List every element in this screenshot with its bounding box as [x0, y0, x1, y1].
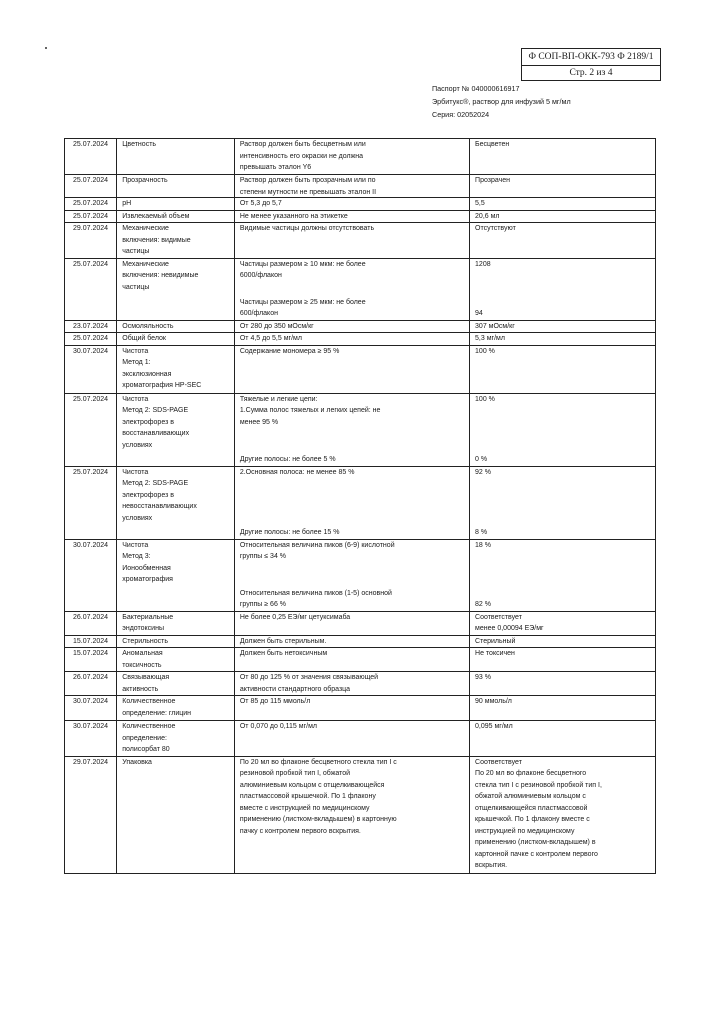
result-group	[475, 223, 652, 235]
result	[470, 635, 656, 648]
test-name-line: условиях	[122, 441, 153, 449]
result-line: Бесцветен	[475, 141, 510, 148]
requirement	[234, 539, 469, 611]
test-name	[117, 466, 235, 539]
requirement-group	[240, 139, 466, 174]
test-date: 25.07.2024	[65, 393, 117, 466]
requirement	[234, 648, 469, 672]
requirement-line: пластмассовой крышечкой. По 1 флакону	[239, 793, 376, 800]
table-row	[65, 672, 656, 696]
table-row	[65, 320, 656, 333]
result-line: Прозрачен	[475, 177, 511, 184]
result-line: крышечкой. По 1 флакону вместе с	[475, 816, 590, 823]
test-name-line: Чистота	[122, 468, 149, 476]
result-line: стекла тип I с резиновой пробкой тип I,	[475, 781, 602, 789]
test-name-line: Стерильность	[122, 637, 168, 645]
test-name-line: Извлекаемый объем	[122, 212, 190, 220]
requirement-line: Относительная величина пиков (1-5) основной	[239, 589, 392, 597]
test-name-line: Количественное	[122, 723, 176, 730]
result-line: 8 %	[475, 529, 488, 536]
result	[470, 648, 656, 672]
requirement-group	[240, 757, 466, 838]
test-name	[117, 611, 235, 635]
requirement-line: Должен быть стерильным.	[239, 637, 327, 645]
requirement-group	[240, 696, 466, 708]
test-name-line: Чистота	[122, 395, 149, 403]
result-line: 307 мОсм/кг	[475, 322, 515, 330]
result-line: 0 %	[475, 456, 488, 463]
requirement	[234, 756, 469, 873]
table-row	[65, 539, 656, 611]
table-row	[65, 721, 656, 757]
result-line: инструкцией по медицинскому	[475, 827, 575, 835]
requirement-group	[240, 636, 466, 648]
test-name	[117, 721, 235, 757]
requirement-line: От 80 до 125 % от значения связывающей	[239, 674, 379, 681]
requirement	[234, 258, 469, 320]
result-group	[475, 540, 652, 552]
table-row	[65, 175, 656, 198]
result-group	[475, 321, 652, 333]
test-name-line: определение:	[122, 734, 167, 742]
test-name-line: Бактериальные	[122, 613, 174, 621]
test-date: 26.07.2024	[65, 611, 117, 635]
requirement	[234, 466, 469, 539]
result-group	[475, 527, 652, 539]
requirement-line: 600/флакон	[239, 310, 278, 317]
result	[470, 672, 656, 696]
requirement-line: Частицы размером ≥ 25 мкм: не более	[239, 298, 366, 306]
result	[470, 756, 656, 873]
result-group	[475, 636, 652, 648]
requirement-line: менее 95 %	[239, 418, 279, 426]
result-line: 1208	[475, 260, 491, 268]
result-line: обжатой алюминиевым кольцом с	[475, 793, 586, 800]
requirement-line: применению (листком-вкладышем) в картонную	[239, 816, 397, 823]
requirement	[234, 223, 469, 259]
test-date: 29.07.2024	[65, 223, 117, 259]
test-name-line: pH	[122, 200, 132, 207]
table-row	[65, 139, 656, 175]
table-row	[65, 611, 656, 635]
test-name-line: невосстанавливающих	[122, 503, 197, 510]
result-line: 94	[475, 310, 483, 317]
requirement-line: вместе с инструкцией по медицинскому	[239, 804, 370, 812]
result-group	[475, 259, 652, 271]
test-name-line: электрофорез в	[122, 418, 174, 426]
test-name-line: Ионообменная	[122, 564, 171, 572]
requirement	[234, 611, 469, 635]
series-number: Серия: 02052024	[432, 110, 490, 119]
test-name	[117, 258, 235, 320]
requirement-group	[240, 721, 466, 733]
test-name	[117, 756, 235, 873]
result	[470, 393, 656, 466]
result-group	[475, 757, 652, 872]
test-date: 30.07.2024	[65, 721, 117, 757]
table-row	[65, 648, 656, 672]
requirement-group	[240, 259, 466, 282]
result-line: Соответствует	[475, 758, 522, 766]
test-name-line: восстанавливающих	[122, 430, 190, 437]
requirement-line: Тяжелые и легкие цепи:	[239, 395, 318, 403]
test-date: 25.07.2024	[65, 258, 117, 320]
requirement-line: активности стандартного образца	[239, 685, 351, 693]
requirement-group	[240, 588, 466, 611]
table-row	[65, 696, 656, 721]
test-name-line: Метод 1:	[122, 359, 151, 366]
form-code-box	[521, 48, 661, 81]
test-name-line: включения: невидимые	[122, 272, 199, 279]
test-name-line: электрофорез в	[122, 491, 174, 499]
test-name-line: полисорбат 80	[122, 746, 170, 753]
result	[470, 223, 656, 259]
test-name	[117, 175, 235, 198]
test-name	[117, 320, 235, 333]
requirement-line: 1.Сумма полос тяжелых и легких цепей: не	[239, 407, 381, 414]
result-group	[475, 721, 652, 733]
test-name	[117, 345, 235, 393]
requirement-line: группы ≥ 66 %	[239, 601, 287, 608]
test-name	[117, 223, 235, 259]
test-name	[117, 210, 235, 223]
result	[470, 611, 656, 635]
requirement-line: Раствор должен быть бесцветным или	[239, 141, 366, 148]
requirement	[234, 721, 469, 757]
result	[470, 333, 656, 346]
result-line: 0,095 мг/мл	[475, 723, 513, 730]
result-line: менее 0,00094 ЕЭ/мг	[475, 625, 544, 632]
requirement-group	[240, 454, 466, 466]
page-number: Стр. 2 из 4	[569, 68, 613, 78]
result-line: 100 %	[475, 395, 495, 403]
result	[470, 258, 656, 320]
result	[470, 198, 656, 211]
passport-number: Паспорт № 040000616917	[432, 84, 520, 93]
form-code: Ф СОП-ВП-ОКК-793 Ф 2189/1	[522, 49, 660, 66]
test-name	[117, 198, 235, 211]
test-name-line: Прозрачность	[122, 177, 168, 184]
table-row	[65, 223, 656, 259]
requirement-line: Относительная величина пиков (6-9) кислотной	[239, 541, 395, 549]
result-group	[475, 346, 652, 358]
requirement-line: 2.Основная полоса: не менее 85 %	[239, 468, 355, 476]
test-name-line: хроматография HP-SEC	[122, 382, 202, 389]
requirement-group	[240, 198, 466, 210]
requirement-line: Содержание мономера ≥ 95 %	[239, 347, 340, 355]
result-group	[475, 599, 652, 611]
requirement-line: Должен быть нетоксичным	[239, 650, 328, 657]
requirement-group	[240, 672, 466, 695]
test-name-line: определение: глицин	[122, 709, 192, 717]
test-name	[117, 333, 235, 346]
requirement-group	[240, 321, 466, 333]
result-line: 100 %	[475, 347, 495, 355]
test-name-line: Упаковка	[122, 758, 152, 766]
test-name-line: Осмоляльность	[122, 322, 174, 330]
result-group	[475, 175, 652, 187]
requirement-group	[240, 223, 466, 235]
requirement	[234, 635, 469, 648]
test-date: 25.07.2024	[65, 198, 117, 211]
test-name-line: эксклюзионная	[122, 370, 172, 378]
test-name-line: Связывающая	[122, 674, 170, 681]
result-line: Стерильный	[475, 637, 516, 645]
table-row	[65, 258, 656, 320]
result	[470, 320, 656, 333]
result-line: применению (листком-вкладышем) в	[475, 839, 596, 846]
requirement-line: группы ≤ 34 %	[239, 553, 287, 560]
requirement-line: степени мутности не превышать эталон II	[239, 188, 377, 196]
result-line: вскрытия.	[475, 862, 508, 869]
requirement-group	[240, 612, 466, 624]
test-name-line: Метод 2: SDS-PAGE	[122, 480, 189, 487]
table-row	[65, 635, 656, 648]
test-name-line: Метод 3:	[122, 553, 151, 560]
test-date: 25.07.2024	[65, 139, 117, 175]
requirement-group	[240, 211, 466, 223]
result-group	[475, 672, 652, 684]
requirement-line: Не менее указанного на этикетке	[239, 212, 348, 220]
result-line: 82 %	[475, 601, 491, 608]
test-name-line: Чистота	[122, 347, 149, 355]
table-row	[65, 393, 656, 466]
result-line: 92 %	[475, 468, 491, 476]
table-row	[65, 198, 656, 211]
result-line: картонной пачке с контролем первого	[475, 850, 598, 858]
document-header	[432, 82, 571, 121]
test-date: 30.07.2024	[65, 696, 117, 721]
result-group	[475, 394, 652, 406]
requirement-line: От 85 до 115 ммоль/л	[239, 698, 311, 705]
test-name-line: Общий белок	[122, 335, 166, 342]
result-line: 20,6 мл	[475, 212, 500, 220]
scan-speck	[45, 47, 47, 49]
result-group	[475, 198, 652, 210]
requirement-group	[240, 297, 466, 320]
requirement-line: 6000/флакон	[239, 272, 282, 279]
requirement-group	[240, 346, 466, 358]
result	[470, 721, 656, 757]
test-name-line: Цветность	[122, 141, 157, 148]
requirement-group	[240, 333, 466, 345]
requirement	[234, 696, 469, 721]
result-group	[475, 648, 652, 660]
result	[470, 210, 656, 223]
requirement-line: Видимые частицы должны отсутствовать	[239, 225, 375, 232]
result	[470, 696, 656, 721]
requirement-line: Частицы размером ≥ 10 мкм: не более	[239, 260, 366, 268]
result-line: Соответствует	[475, 613, 522, 621]
requirement-group	[240, 175, 466, 198]
result-group	[475, 467, 652, 479]
requirement-line: резиновой пробкой тип I, обжатой	[239, 770, 351, 777]
result-line: Не токсичен	[475, 650, 515, 657]
requirement-line: пачку с контролем первого вскрытия.	[239, 827, 361, 835]
test-date: 29.07.2024	[65, 756, 117, 873]
test-name-line: активность	[122, 685, 159, 693]
requirement-line: превышать эталон Y6	[239, 164, 312, 171]
test-name	[117, 393, 235, 466]
result-line: 5,5	[475, 200, 485, 207]
test-date: 25.07.2024	[65, 210, 117, 223]
requirement-line: интенсивность его окраски не должна	[239, 152, 364, 160]
test-name	[117, 139, 235, 175]
requirement-group	[240, 648, 466, 660]
requirement-group	[240, 540, 466, 563]
test-name	[117, 648, 235, 672]
test-date: 23.07.2024	[65, 320, 117, 333]
result-group	[475, 211, 652, 223]
result-line: 93 %	[475, 674, 491, 681]
requirement	[234, 672, 469, 696]
result-line: 18 %	[475, 541, 491, 549]
result	[470, 139, 656, 175]
result-line: отщелкивающейся пластмассовой	[475, 804, 588, 812]
result	[470, 539, 656, 611]
requirement-line: От 280 до 350 мОсм/кг	[239, 322, 314, 330]
requirement-line: От 0,070 до 0,115 мг/мл	[239, 723, 317, 730]
test-results-body	[65, 139, 656, 874]
requirement	[234, 333, 469, 346]
test-name-line: Механические	[122, 260, 169, 268]
test-date: 15.07.2024	[65, 635, 117, 648]
requirement	[234, 198, 469, 211]
result-group	[475, 454, 652, 466]
table-row	[65, 756, 656, 873]
result-group	[475, 696, 652, 708]
requirement	[234, 210, 469, 223]
requirement-line: Не более 0,25 ЕЭ/мг цетуксимаба	[239, 613, 351, 621]
requirement-group	[240, 467, 466, 479]
requirement	[234, 139, 469, 175]
test-date: 25.07.2024	[65, 175, 117, 198]
requirement-line: Другие полосы: не более 5 %	[239, 456, 336, 463]
requirement-line: Другие полосы: не более 15 %	[239, 529, 340, 536]
table-row	[65, 466, 656, 539]
table-row	[65, 345, 656, 393]
test-name-line: Аномальная	[122, 650, 163, 657]
table-row	[65, 210, 656, 223]
test-date: 25.07.2024	[65, 333, 117, 346]
result-line: Отсутствуют	[475, 225, 516, 232]
test-name-line: включения: видимые	[122, 236, 191, 244]
result-group	[475, 139, 652, 151]
requirement-line: По 20 мл во флаконе бесцветного стекла тип I с	[239, 758, 397, 766]
test-date: 15.07.2024	[65, 648, 117, 672]
requirement	[234, 175, 469, 198]
requirement-line: От 4,5 до 5,5 мг/мл	[239, 335, 302, 342]
result-line: 5,3 мг/мл	[475, 335, 505, 342]
test-name-line: эндотоксины	[122, 625, 164, 632]
requirement-line: От 5,3 до 5,7	[239, 200, 282, 207]
test-name-line: частицы	[122, 283, 150, 291]
test-name-line: Количественное	[122, 698, 176, 705]
test-name	[117, 539, 235, 611]
test-name-line: токсичность	[122, 661, 162, 669]
test-name	[117, 672, 235, 696]
test-date: 26.07.2024	[65, 672, 117, 696]
requirement	[234, 345, 469, 393]
test-name	[117, 696, 235, 721]
test-name-line: Чистота	[122, 541, 149, 549]
result	[470, 466, 656, 539]
requirement-line: алюминиевым кольцом с отщелкивающейся	[239, 781, 385, 789]
result-group	[475, 612, 652, 635]
requirement-group	[240, 394, 466, 429]
requirement-line: Раствор должен быть прозрачным или по	[239, 177, 376, 184]
product-name: Эрбитукс®, раствор для инфузий 5 мг/мл	[432, 97, 571, 106]
test-name-line: частицы	[122, 248, 150, 255]
test-name-line: Механические	[122, 225, 169, 232]
requirement	[234, 393, 469, 466]
test-name-line: условиях	[122, 514, 153, 522]
table-row	[65, 333, 656, 346]
test-name-line: Метод 2: SDS-PAGE	[122, 407, 189, 414]
test-date: 30.07.2024	[65, 345, 117, 393]
result	[470, 345, 656, 393]
requirement	[234, 320, 469, 333]
test-name	[117, 635, 235, 648]
test-name-line: хроматография	[122, 576, 173, 583]
test-date: 25.07.2024	[65, 466, 117, 539]
result-group	[475, 308, 652, 320]
result	[470, 175, 656, 198]
result-group	[475, 333, 652, 345]
result-line: 90 ммоль/л	[475, 698, 512, 705]
requirement-group	[240, 527, 466, 539]
test-date: 30.07.2024	[65, 539, 117, 611]
result-line: По 20 мл во флаконе бесцветного	[475, 770, 587, 777]
test-results-table	[64, 138, 656, 874]
